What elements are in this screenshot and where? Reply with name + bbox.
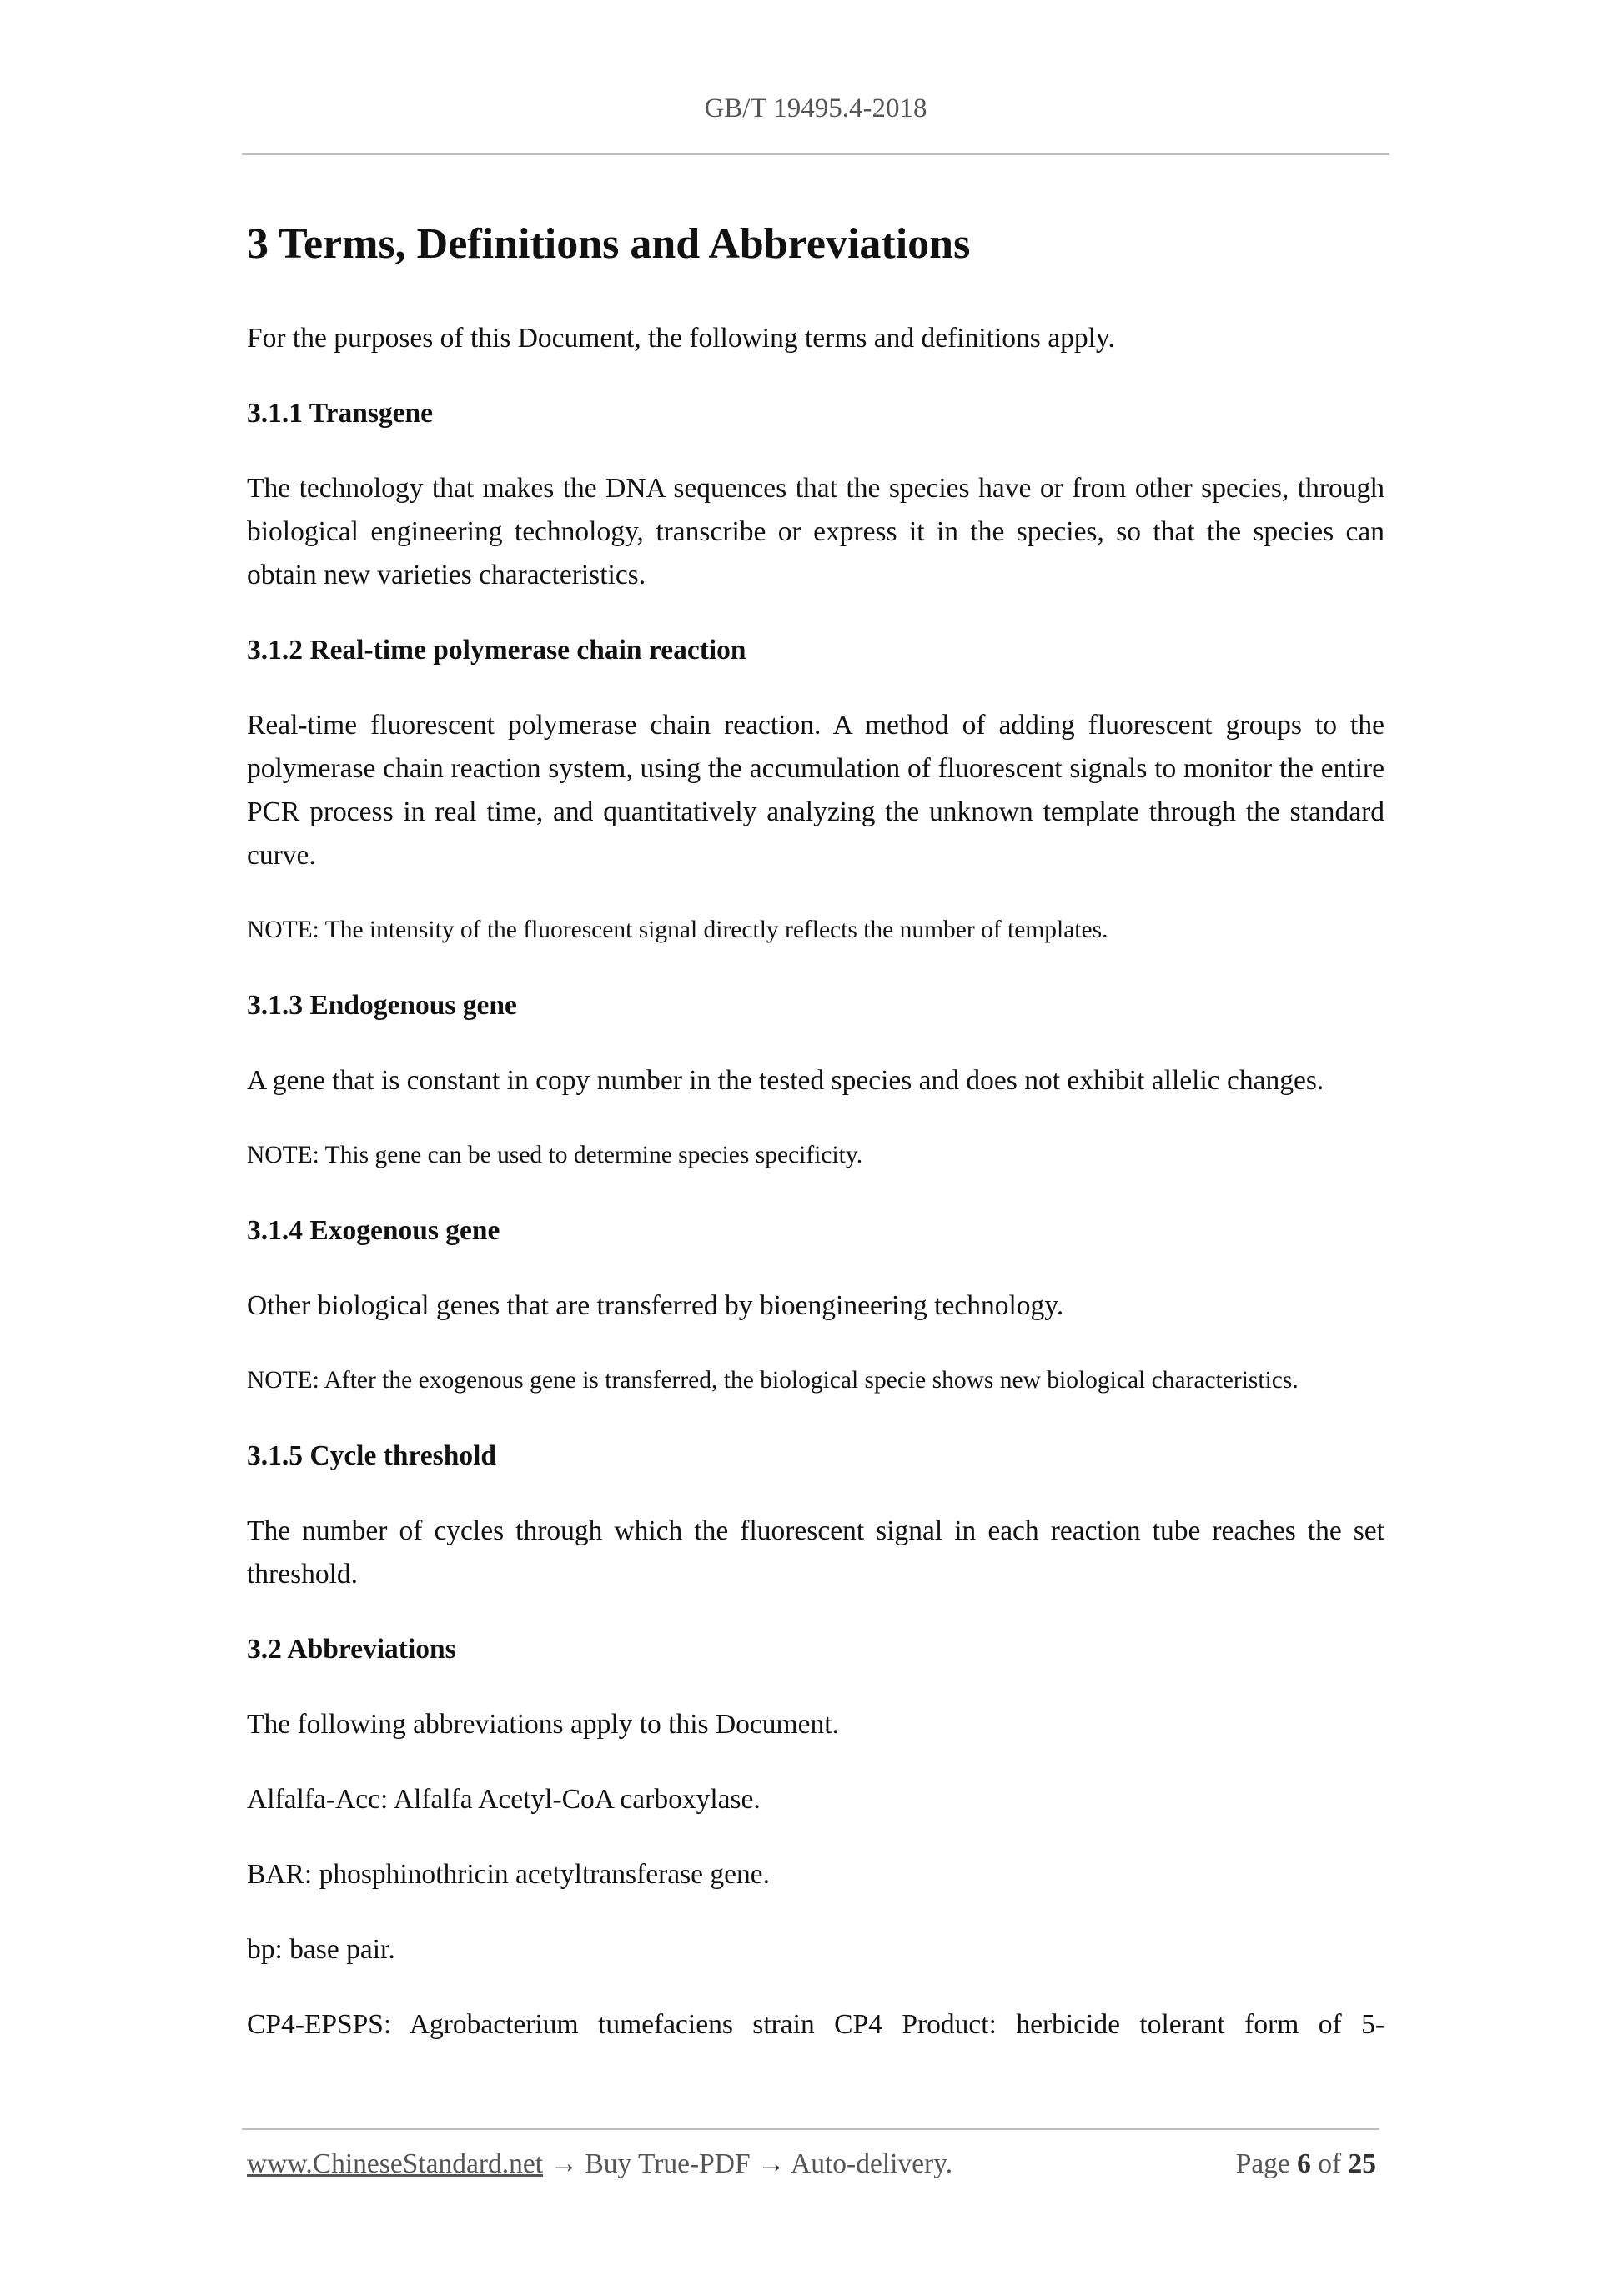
abbreviations-intro: The following abbreviations apply to this Document. bbox=[247, 1709, 839, 1741]
abbreviation-item: bp: base pair. bbox=[247, 1934, 395, 1966]
total-pages: 25 bbox=[1348, 2148, 1376, 2179]
term-note: NOTE: This gene can be used to determine species specificity. bbox=[247, 1142, 863, 1169]
page-label: Page bbox=[1235, 2148, 1290, 2179]
term-definition: Real-time fluorescent polymerase chain reaction. A method of adding fluorescent groups to the polymerase chain reaction system, using the accumulation of fluorescent signals to monitor the entire PCR process in real time, and quantitatively analyzing the unknown template through the standard curve. bbox=[247, 710, 1384, 872]
term-note: NOTE: After the exogenous gene is transferred, the biological specie shows new biological characteristics. bbox=[247, 1367, 1299, 1394]
term-note: NOTE: The intensity of the fluorescent signal directly reflects the number of templates. bbox=[247, 917, 1108, 944]
term-entry bbox=[247, 984, 1384, 1176]
term-definition: Other biological genes that are transferred by bioengineering technology. bbox=[247, 1290, 1064, 1322]
footer-divider bbox=[242, 2128, 1379, 2130]
abbreviations-heading: 3.2 Abbreviations bbox=[247, 1634, 456, 1665]
term-entry bbox=[247, 1434, 1384, 1596]
term-heading: 3.1.2 Real-time polymerase chain reaction bbox=[247, 635, 746, 666]
term-definition: The number of cycles through which the fluorescent signal in each reaction tube reaches the set threshold. bbox=[247, 1515, 1384, 1590]
term-entry bbox=[247, 392, 1384, 597]
section-heading: 3 Terms, Definitions and Abbreviations bbox=[247, 220, 971, 268]
term-definition: The technology that makes the DNA sequences that the species have or from other species, through biological engineering technology, transcribe or express it in the species, so that the species can obtain new varieties characteristics. bbox=[247, 473, 1384, 591]
buy-pdf-text: Buy True-PDF bbox=[585, 2148, 751, 2179]
page-footer bbox=[247, 2148, 1379, 2180]
term-heading: 3.1.4 Exogenous gene bbox=[247, 1215, 500, 1247]
abbreviation-item: Alfalfa-Acc: Alfalfa Acetyl-CoA carboxylase. bbox=[247, 1784, 761, 1816]
header-divider bbox=[242, 153, 1389, 155]
abbreviation-item: CP4-EPSPS: Agrobacterium tumefaciens strain CP4 Product: herbicide tolerant form of 5- bbox=[247, 2009, 1384, 2041]
term-entry bbox=[247, 1209, 1384, 1401]
term-heading: 3.1.1 Transgene bbox=[247, 398, 434, 430]
page-header: GB/T 19495.4-2018 bbox=[704, 93, 927, 123]
delivery-text: Auto-delivery. bbox=[791, 2148, 953, 2179]
term-heading: 3.1.5 Cycle threshold bbox=[247, 1440, 497, 1472]
term-definition: A gene that is constant in copy number in the tested species and does not exhibit allelic changes. bbox=[247, 1065, 1324, 1097]
arrow-right-icon: → bbox=[550, 2148, 578, 2179]
page-indicator bbox=[1236, 2148, 1376, 2180]
abbreviation-item: BAR: phosphinothricin acetyltransferase gene. bbox=[247, 1859, 771, 1891]
of-label: of bbox=[1318, 2148, 1342, 2179]
arrow-right-icon: → bbox=[757, 2148, 786, 2179]
term-entry bbox=[247, 629, 1384, 951]
term-heading: 3.1.3 Endogenous gene bbox=[247, 990, 517, 1022]
document-body bbox=[247, 219, 1384, 2078]
page-number: 6 bbox=[1297, 2148, 1311, 2179]
section-intro: For the purposes of this Document, the following terms and definitions apply. bbox=[247, 323, 1115, 354]
website-link[interactable]: www.ChineseStandard.net bbox=[247, 2148, 544, 2179]
